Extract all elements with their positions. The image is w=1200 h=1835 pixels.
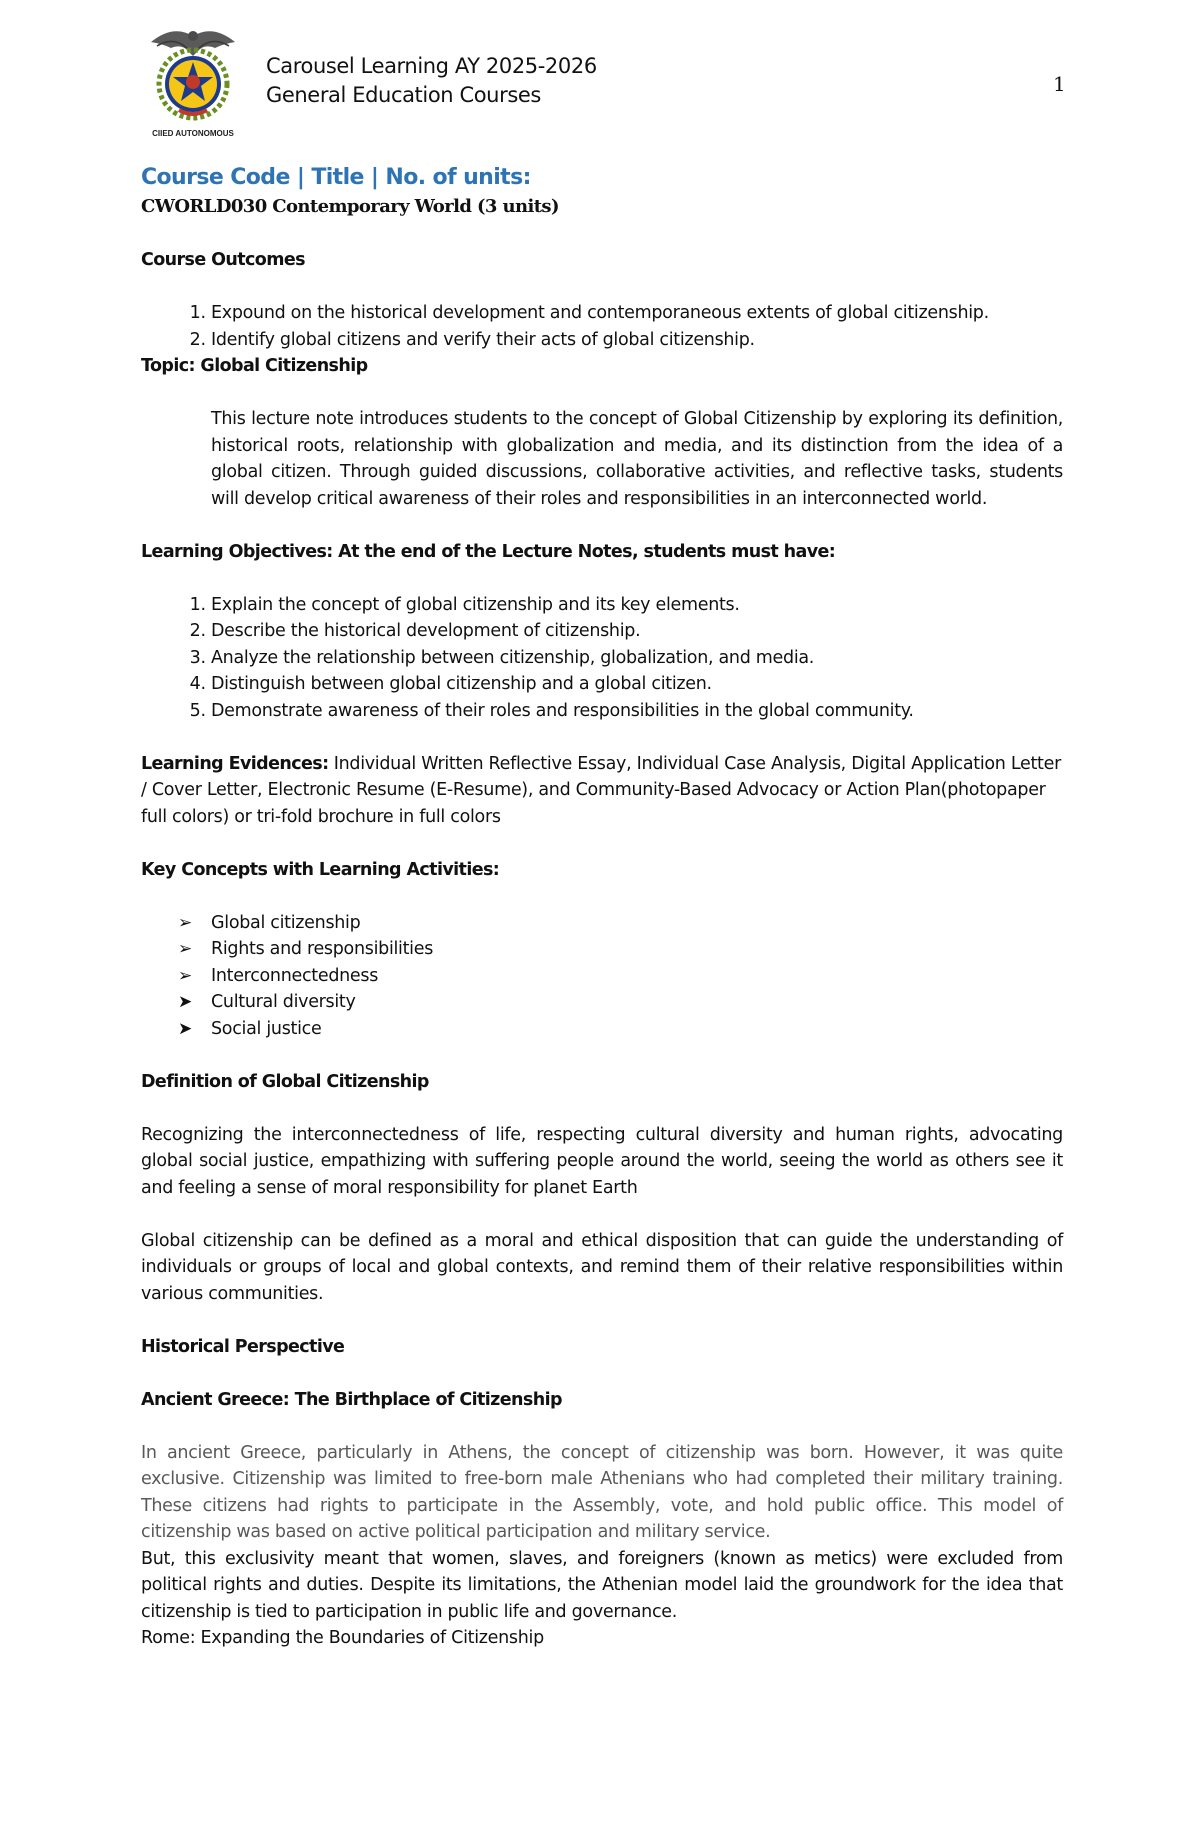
list-item: 5. Demonstrate awareness of their roles and responsibilities in the global community.: [211, 698, 1063, 725]
list-item: 1. Expound on the historical development and contemporaneous extents of global citizenship.: [211, 300, 1063, 327]
list-item: ➢ Rights and responsibilities: [178, 936, 1063, 963]
learning-evidences: [141, 751, 1063, 831]
arrow-bullet-icon: ➤: [178, 1018, 192, 1039]
ancient-greece-paragraph-1: In ancient Greece, particularly in Athens, the concept of citizenship was born. However, it was quite exclusive. Citizenship was limited to free-born male Athenians who had completed their military training. These citizens had rights to participate in the Assembly, vote, and hold public office. This model of citizenship was based on active political participation and military service.: [141, 1442, 1063, 1542]
definition-heading: Definition of Global Citizenship: [141, 1071, 429, 1092]
logo-text: CIIED AUTONOMOUS: [152, 129, 234, 138]
header-line-2: General Education Courses: [266, 83, 541, 107]
list-item: ➤ Social justice: [178, 1016, 1063, 1043]
course-outcomes-heading: Course Outcomes: [141, 250, 305, 270]
list-item: 1. Explain the concept of global citizenship and its key elements.: [211, 592, 1063, 619]
list-item: 2. Describe the historical development of citizenship.: [211, 618, 1063, 645]
learning-objectives-heading: Learning Objectives: At the end of the Lecture Notes, students must have:: [141, 541, 836, 562]
arrow-bullet-icon: ➤: [178, 992, 192, 1012]
list-item: 4. Distinguish between global citizenship and a global citizen.: [211, 671, 1063, 698]
list-item: ➢ Interconnectedness: [178, 963, 1063, 990]
definition-paragraph-1: Recognizing the interconnectedness of life, respecting cultural diversity and human rights, advocating global social justice, empathizing with suffering people around the world, seeing the world as others see it and feeling a sense of moral responsibility for planet Earth: [141, 1124, 1063, 1198]
topic-intro: This lecture note introduces students to the concept of Global Citizenship by exploring its definition, historical roots, relationship with globalization and media, and its distinction from the idea of a global citizen. Through guided discussions, collaborative activities, and reflective tasks, students will develop critical awareness of their roles and responsibilities in an interconnected world.: [211, 409, 1063, 509]
ancient-greece-heading: Ancient Greece: The Birthplace of Citizenship: [141, 1389, 562, 1410]
institution-logo: [143, 22, 243, 140]
course-code-value: CWORLD030 Contemporary World (3 units): [141, 196, 559, 217]
eagle-seal-icon: [143, 22, 243, 140]
list-item: 2. Identify global citizens and verify their acts of global citizenship.: [211, 327, 1063, 354]
topic-label: Topic: Global Citizenship: [141, 356, 368, 376]
key-concepts-heading: Key Concepts with Learning Activities:: [141, 859, 500, 880]
key-concepts-list: [141, 910, 1063, 1043]
learning-evidences-label: Learning Evidences:: [141, 753, 329, 774]
arrow-bullet-icon: ➢: [178, 912, 192, 933]
ancient-greece-paragraph-2: But, this exclusivity meant that women, slaves, and foreigners (known as metics) were excluded from political rights and duties. Despite its limitations, the Athenian model laid the groundwork for the idea that citizenship is tied to participation in public life and governance.: [141, 1548, 1063, 1622]
header-line-1: Carousel Learning AY 2025-2026: [266, 54, 597, 78]
historical-perspective-heading: Historical Perspective: [141, 1336, 345, 1357]
arrow-bullet-icon: ➢: [178, 939, 192, 959]
document-body: [141, 162, 1063, 1652]
page-number: 1: [1053, 72, 1066, 96]
document-header: [266, 52, 597, 110]
list-item: ➢ Global citizenship: [178, 910, 1063, 937]
course-outcomes-list: [141, 300, 1063, 353]
list-item: ➤ Cultural diversity: [178, 989, 1063, 1016]
learning-evidences-text: Individual Written Reflective Essay, Individual Case Analysis, Digital Application Letter / Cover Letter, Electronic Resume (E-Resume), and Community-Based Advocacy or Action Plan(photopaper full colors) or tri-fold brochure in full colors: [141, 753, 1061, 827]
course-code-label: Course Code | Title | No. of units:: [141, 165, 531, 190]
rome-heading: Rome: Expanding the Boundaries of Citizenship: [141, 1628, 544, 1648]
definition-paragraph-2: Global citizenship can be defined as a moral and ethical disposition that can guide the understanding of individuals or groups of local and global contexts, and remind them of their relative responsibilities within various communities.: [141, 1230, 1063, 1304]
arrow-bullet-icon: ➢: [178, 965, 192, 986]
list-item: 3. Analyze the relationship between citizenship, globalization, and media.: [211, 645, 1063, 672]
learning-objectives-list: [141, 592, 1063, 725]
